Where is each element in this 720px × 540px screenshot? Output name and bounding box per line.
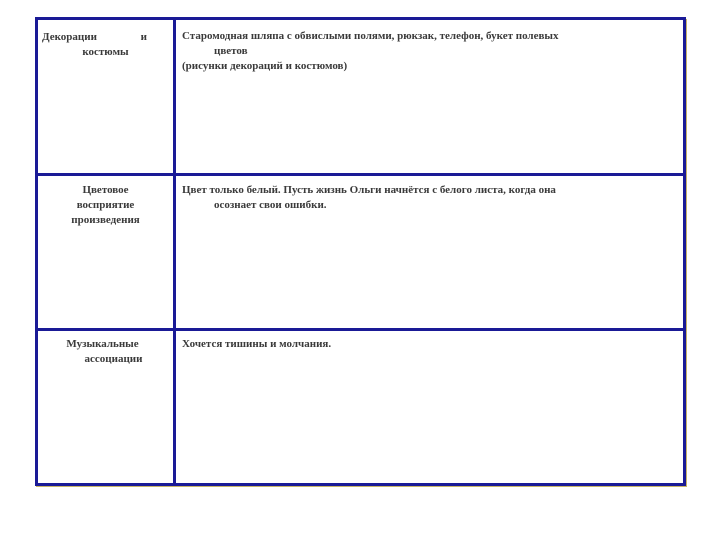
table-row (37, 19, 685, 175)
row-content-line: Старомодная шляпа с обвислыми полями, рюкзак, телефон, букет полевых (182, 30, 559, 42)
row-label-line: Декорации и (42, 31, 147, 43)
row-label-cell (37, 175, 175, 330)
table-row (37, 330, 685, 485)
row-label-line: ассоциации (84, 353, 143, 365)
row-content-cell (175, 175, 685, 330)
row-content-cell (175, 19, 685, 175)
row-content (176, 20, 683, 74)
row-content-line: цветов (214, 45, 248, 57)
row-label-line: восприятие (76, 199, 135, 211)
analysis-table (35, 17, 686, 486)
row-content-line: (рисунки декораций и костюмов) (182, 60, 348, 72)
row-content (176, 331, 683, 352)
row-content-line: Хочется тишины и молчания. (182, 338, 332, 350)
row-content-line: Цвет только белый. Пусть жизнь Ольги начнётся с белого листа, когда она (182, 184, 556, 196)
row-label-line: Музыкальные (66, 338, 139, 350)
row-label-line: костюмы (82, 46, 129, 58)
row-label (38, 331, 173, 367)
row-label (38, 176, 173, 228)
table-row (37, 175, 685, 330)
row-label-line: Цветовое (82, 184, 129, 196)
row-label-cell (37, 19, 175, 175)
row-content-cell (175, 330, 685, 485)
row-label-cell (37, 330, 175, 485)
row-label-line: произведения (71, 214, 140, 226)
row-content (176, 176, 683, 213)
row-content-line: осознает свои ошибки. (214, 199, 327, 211)
